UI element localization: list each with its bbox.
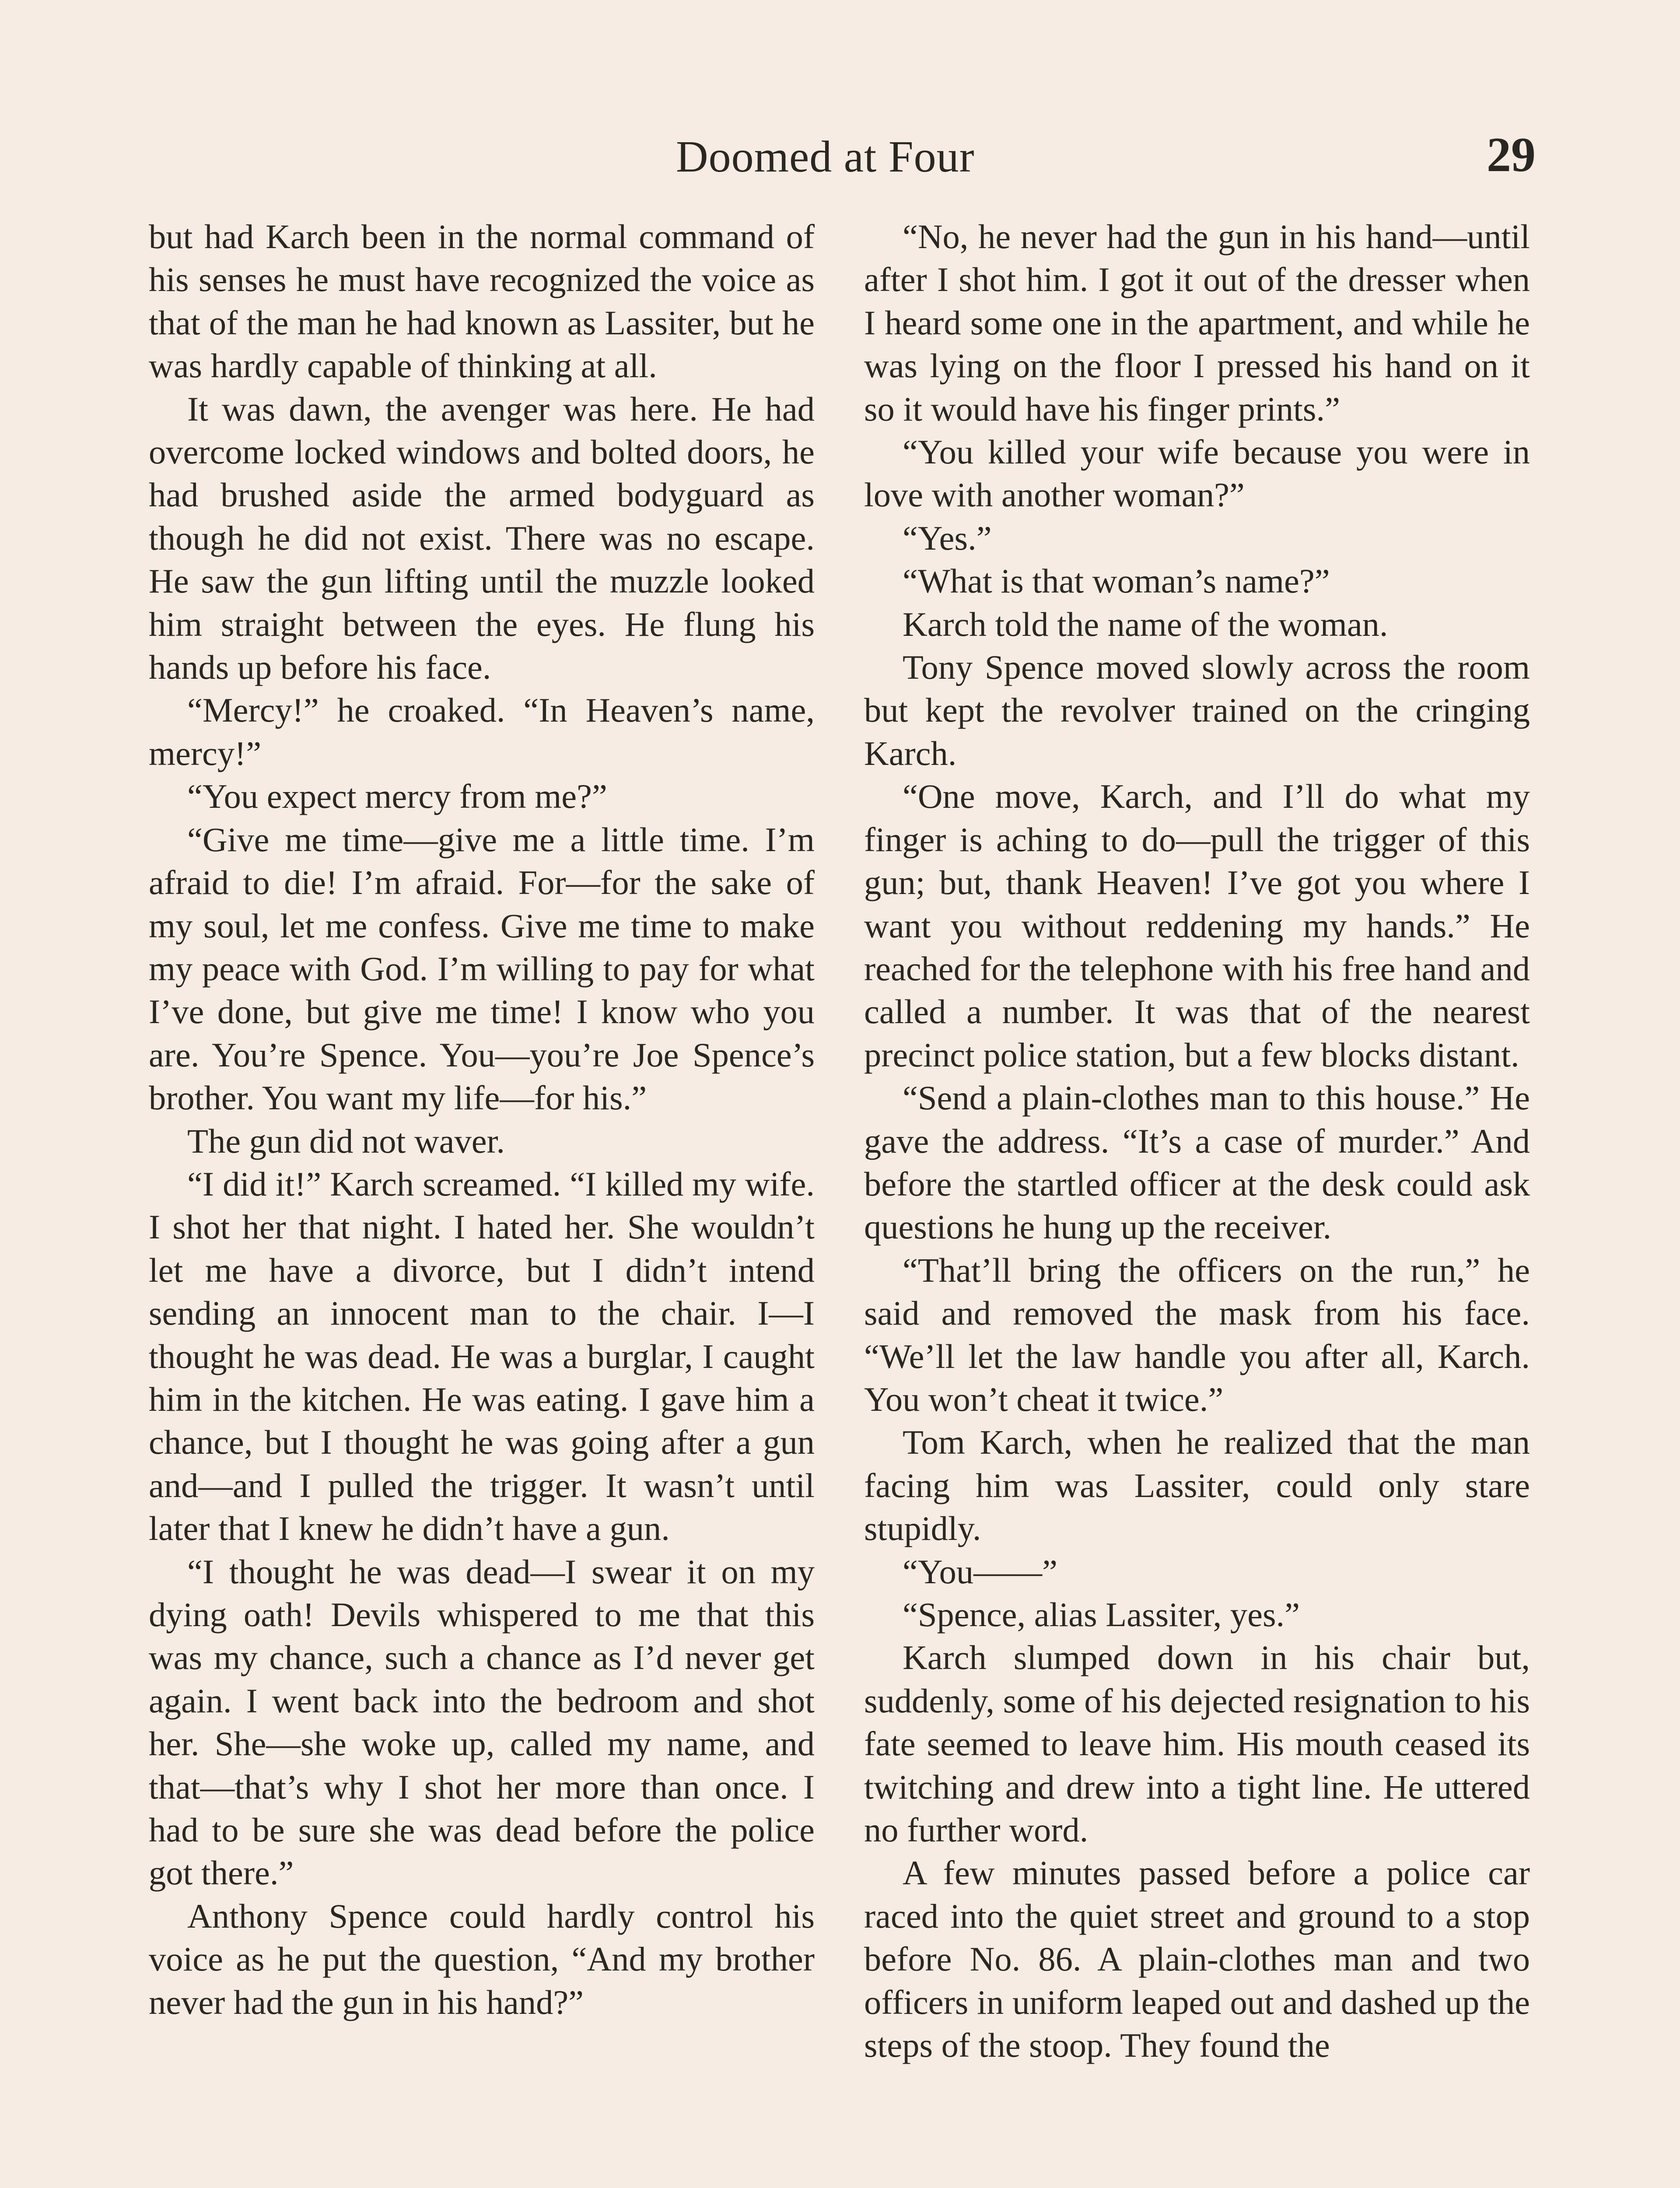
paragraph: “Yes.” [903,519,992,557]
paragraph: “What is that woman’s name?” [903,562,1330,600]
paragraph: “You killed your wife because you were in love with another woman?” [864,433,1530,514]
paragraph: “I did it!” Karch screamed. “I killed my wife. I shot her that night. I hated her. She wouldn’t let me have a divorce, but I didn’t intend sending an innocent man to the chair. I—I thought he was dead. He was a burglar, I caught him in the kitchen. He was eating. I gave him a chance, but I thought he was going after a gun and—and I pulled the trigger. It wasn’t until later that I knew he didn’t have a gun. [149,1164,815,1548]
paragraph: “You expect mercy from me?” [187,777,607,816]
paragraph: A few minutes passed before a police car raced into the quiet street and ground to a stop before No. 86. A plain-clothes man and two officers in uniform leaped out and dashed up the steps of the stoop. They found the [864,1854,1530,2065]
paragraph: “Mercy!” he croaked. “In Heaven’s name, mercy!” [149,691,815,772]
left-column [149,215,815,2024]
paragraph: It was dawn, the avenger was here. He had overcome locked windows and bolted doors, he had brushed aside the armed bodyguard as though he did not exist. There was no escape. He saw the gun lifting until the muzzle looked him straight between the eyes. He flung his hands up before his face. [149,389,815,687]
paragraph: “Send a plain-clothes man to this house.” He gave the address. “It’s a case of murder.” And before the startled officer at the desk could ask questions he hung up the receiver. [864,1079,1530,1246]
paragraph: Karch told the name of the woman. [903,605,1388,643]
paragraph: “One move, Karch, and I’ll do what my finger is aching to do—pull the trigger of this gun; but, thank Heaven! I’ve got you where I want you without reddening my hands.” He reached for the telephone with his free hand and called a number. It was that of the nearest precinct police station, but a few blocks distant. [864,777,1530,1074]
paragraph: “Give me time—give me a little time. I’m afraid to die! I’m afraid. For—for the sake of my soul, let me confess. Give me time to make my peace with God. I’m willing to pay for what I’ve done, but give me time! I know who you are. You’re Spence. You—you’re Joe Spence’s brother. You want my life—for his.” [149,820,815,1117]
paragraph: “You——” [903,1552,1058,1591]
paragraph: Karch slumped down in his chair but, suddenly, some of his dejected resignation to his fate seemed to leave him. His mouth ceased its twitching and drew into a tight line. He uttered no further word. [864,1638,1530,1849]
right-column [864,215,1530,2067]
running-title: Doomed at Four [676,132,975,182]
paragraph: “No, he never had the gun in his hand—until after I shot him. I got it out of the dresser when I heard some one in the apartment, and while he was lying on the floor I pressed his hand on it so it would have his finger prints.” [864,217,1530,428]
paragraph: Anthony Spence could hardly control his voice as he put the question, “And my brother never had the gun in his hand?” [149,1897,815,2021]
paragraph: Tom Karch, when he realized that the man facing him was Lassiter, could only stare stupidly. [864,1423,1530,1548]
paragraph: “Spence, alias Lassiter, yes.” [903,1595,1300,1634]
paragraph: “That’ll bring the officers on the run,” he said and removed the mask from his face. “We’ll let the law handle you after all, Karch. You won’t cheat it twice.” [864,1251,1530,1418]
paragraph: but had Karch been in the normal command of his senses he must have recognized the voice as that of the man he had known as Lassiter, but he was hardly capable of thinking at all. [149,217,815,385]
page-number: 29 [1487,128,1536,182]
page-header [0,127,1680,197]
paragraph: The gun did not waver. [187,1122,505,1160]
paragraph: Tony Spence moved slowly across the room but kept the revolver trained on the cringing Karch. [864,648,1530,772]
paragraph: “I thought he was dead—I swear it on my dying oath! Devils whispered to me that this was my chance, such a chance as I’d never get again. I went back into the bedroom and shot her. She—she woke up, called my name, and that—that’s why I shot her more than once. I had to be sure she was dead before the police got there.” [149,1552,815,1892]
